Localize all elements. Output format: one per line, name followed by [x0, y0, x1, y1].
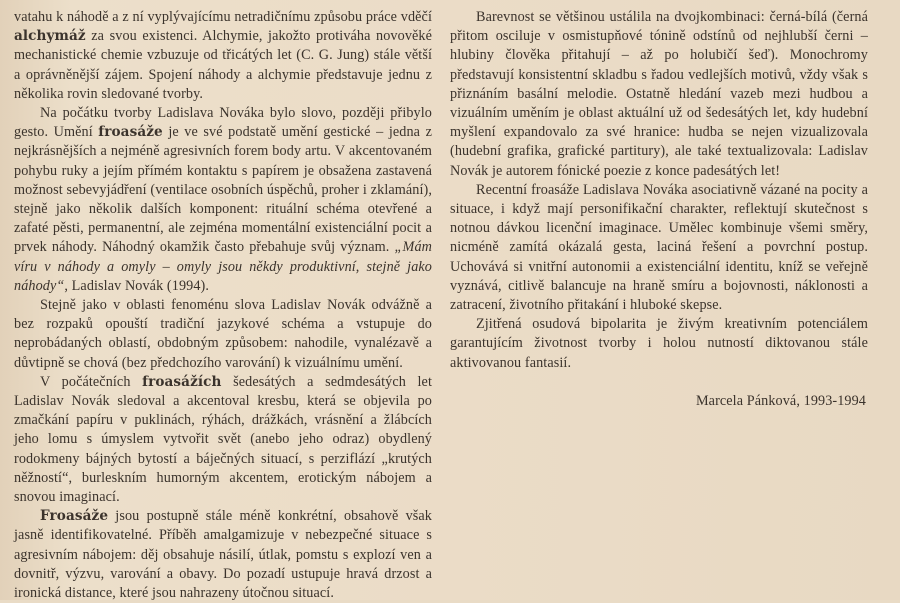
left-paragraph-5: Froasáže jsou postupně stále méně konkrétní, obsahově však jasně identifikovatelné. Příběh amalgamizuje v nebezpečné situace s agresivním nábojem: děj obsahuje násilí, útlak, pomstu s explozí ven a dovnitř, výzvu, varování a obavy. Do pozadí ustupuje hravá drzost a ironická distance, které jsou nahrazeny útočnou situací.	[14, 508, 432, 602]
left-paragraph-4: V počátečních froasážích šedesátých a sedmdesátých let Ladislav Novák sledoval a akcentoval kresbu, která se objevila po zmačkání papíru v puklinách, rýhách, drážkách, vrásnění a žlábcích jeho lomu s úmyslem vytvořit svět (anebo jeho odraz) obydlený rodokmeny bájných bytostí a báječných situací, s perziflází „krutých něžností“, burleskním humorným akcentem, erotickým nábojem a snovou imaginací.	[14, 373, 432, 506]
right-paragraph-3: Zjitřená osudová bipolarita je živým kreativním potenciálem garantujícím životnost tvorby i holou nutností diktovanou stále aktivovanou fantasií.	[450, 316, 868, 371]
left-paragraph-1: vatahu k náhodě a z ní vyplývajícímu netradičnímu způsobu práce vděčí alchymáž za svou existenci. Alchymie, jakožto protiváha novověké mechanistické chemie vzbuzuje od třicátých let (C. G. Jung) stále větší a oprávněnější zájem. Spojení náhody a alchymie představuje jednu z několika rovin sledované tvorby.	[14, 9, 432, 102]
term-froasaze: froasáže	[98, 124, 163, 141]
right-column	[450, 8, 868, 411]
author-signature: Marcela Pánková, 1993-1994	[695, 392, 866, 409]
left-column	[14, 8, 432, 603]
quote-novak: „Mám víru v náhody a omyly – omyly jsou někdy produktivní, stejně jako náhody“	[14, 239, 432, 294]
term-alchymaz: alchymáž	[14, 28, 86, 45]
left-paragraph-2: Na počátku tvorby Ladislava Nováka bylo slovo, později přibylo gesto. Umění froasáže je ve své podstatě umění gestické – jedna z nejkrásnějších a nejméně agresivních forem body artu. V akcentovaném pohybu ruky a jejím přímém kontaktu s papírem je obsažena zastavená možnost sebevyjádření (ventilace osobních úspěchů, proher i zklamání), stejně jako několik dalších komponent: rituální schéma otevřené a zafaté pěsti, permanentní, ale zejména momentální existenciální pocit a prvek náhody. Náhodný okamžik často přebahuje svůj význam. „Mám víru v náhody a omyly – omyly jsou někdy produktivní, stejně jako náhody“, Ladislav Novák (1994).	[14, 105, 432, 294]
term-froasaze-2: Froasáže	[40, 508, 109, 525]
right-paragraph-1: Barevnost se většinou ustálila na dvojkombinaci: černá-bílá (černá přitom osciluje v osmistupňové tónině odstínů od nejhlubší černi – hlubiny člověka přitahují – až po holubičí šeď). Monochromy představují konsistentní skladbu s řadou vedlejších motivů, vždy však s přiznáním basální melodie. Ostatně hledání vazeb mezi hudbou a vizuálním uměním je oblast aktuální už od šedesátých let, kdy hudební myšlení expandovalo za své hranice: hudba se nejen vizualizovala (hudební grafika, grafické partitury), ale také textualizovala: Ladislav Novák je autorem fónické poezie z konce padesátých let!	[450, 9, 868, 179]
term-froasazich: froasážích	[142, 373, 222, 390]
right-paragraph-2: Recentní froasáže Ladislava Nováka asociativně vázané na pocity a situace, i když mají personifikační charakter, reflektují skutečnost s notnou dávkou licenční imaginace. Umělec kombinuje všemi směry, nicméně zamítá okázalá gesta, laciná řešení a povrchní postup. Uchovává si vnitřní autonomii a existenciální identitu, kníž se veřejně vyznává, citlivě balancuje na hraně smíru a bojovnosti, náklonosti a zatracení, životního přitakání i hluboké skepse.	[450, 181, 868, 314]
left-paragraph-3: Stejně jako v oblasti fenoménu slova Ladislav Novák odvážně a bez rozpaků opouští tradiční jazykové schéma a vstupuje do neprobádaných oblastí, obdobným způsobem: nahodile, vynalézavě a důvtipně se chová (bez předchozího varování) k vizuálnímu umění.	[14, 297, 432, 371]
